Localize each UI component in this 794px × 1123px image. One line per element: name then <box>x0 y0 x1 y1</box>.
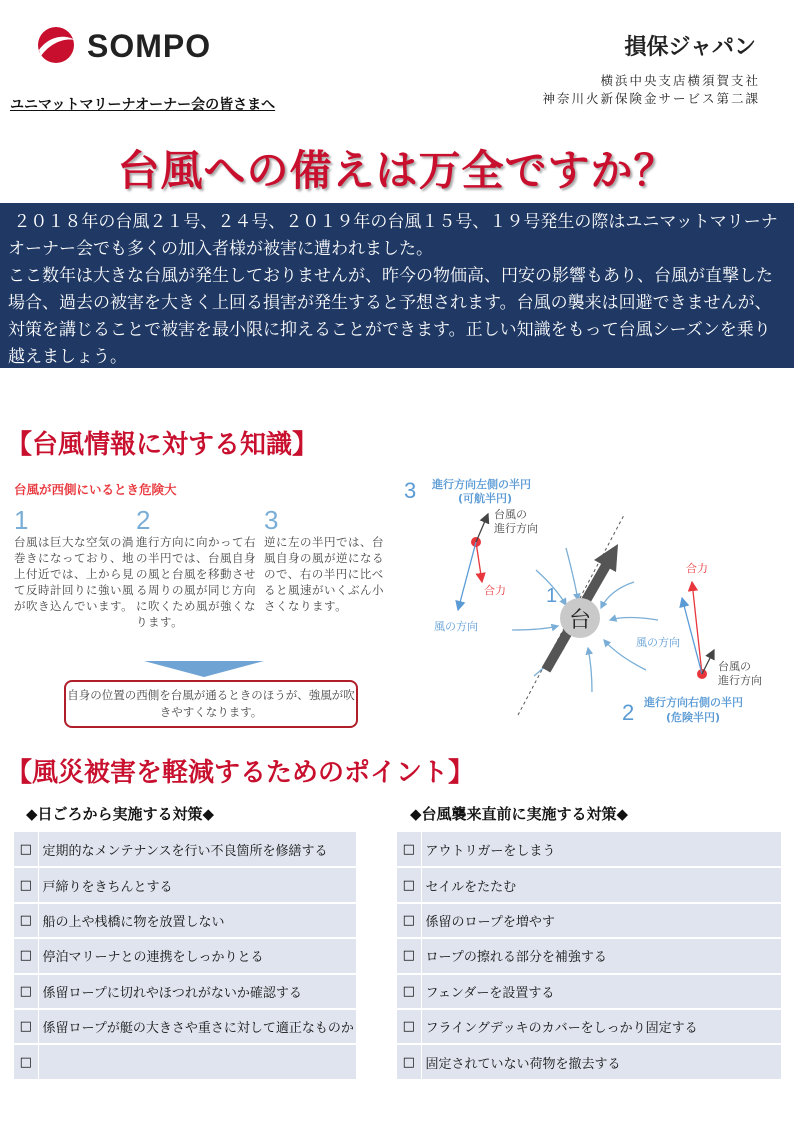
left-typhoon-dir-arrow <box>476 514 488 542</box>
list-item-text: 固定されていない荷物を撤去する <box>421 1044 781 1079</box>
list-item <box>397 938 781 973</box>
step-number: 2 <box>136 505 151 535</box>
step-number: 1 <box>14 505 29 535</box>
company-name: 損保ジャパン <box>624 35 756 60</box>
step-2 <box>136 506 256 630</box>
right-typhoon-dir-arrow <box>702 650 714 674</box>
left-force-arrow <box>476 542 482 582</box>
checkbox[interactable]: □ <box>14 938 38 973</box>
typhoon-eye-label: 台 <box>568 608 592 633</box>
branch-line-2: 神奈川火新保険金サービス第二課 <box>542 91 760 106</box>
list-item-text: 係留のロープを増やす <box>421 903 781 938</box>
right-wind-arrow <box>682 598 702 674</box>
intro-box <box>0 203 794 368</box>
callout-box: 自身の位置の西側を台風が通るときのほうが、強風が吹きやすくなります。 <box>64 680 358 728</box>
logo-text: SOMPO <box>87 28 212 64</box>
section-heading-points: 【風災被害を軽減するためのポイント】 <box>6 758 475 788</box>
intro-paragraph-2: ここ数年は大きな台風が発生しておりませんが、昨今の物価高、円安の影響もあり、台風が直撃した場合、過去の被害を大きく上回る損害が発生すると予想されます。台風の襲来は回避できませんが、対策を講じることで被害を最小限に抑えることができます。正しい知識をもって台風シーズンを乗り越えましょう。 <box>8 266 773 367</box>
right-typhoon-dir-label-2: 進行方向 <box>718 674 762 687</box>
list-item-text: 停泊マリーナとの連携をしっかりとる <box>38 938 356 973</box>
addressee: ユニマットマリーナオーナー会の皆さまへ <box>10 97 276 113</box>
branch-line-1: 横浜中央支店横須賀支社 <box>600 73 760 88</box>
section-heading-knowledge: 【台風情報に対する知識】 <box>6 430 319 460</box>
list-item <box>397 1009 781 1044</box>
page-title: 台風への備えは万全ですか？ <box>117 146 677 195</box>
list-item-text: ロープの擦れる部分を補強する <box>421 938 781 973</box>
right-wind-label: 風の方向 <box>636 636 680 649</box>
label-2-number: 2 <box>622 700 635 725</box>
left-typhoon-dir-label: 台風の <box>494 508 527 521</box>
daily-measures-title: ◆日ごろから実施する対策◆ <box>26 805 215 823</box>
list-item-text: セイルをたたむ <box>421 867 781 902</box>
list-item-text: 船の上や桟橋に物を放置しない <box>38 903 356 938</box>
step-3 <box>264 506 384 614</box>
sompo-logo <box>35 24 225 68</box>
step-number: 3 <box>264 505 279 535</box>
list-item <box>14 974 356 1009</box>
pre-typhoon-measures-title: ◆台風襲来直前に実施する対策◆ <box>410 805 629 823</box>
list-item <box>397 903 781 938</box>
step-1 <box>14 506 134 614</box>
sompo-logo-icon <box>35 26 77 64</box>
checkbox[interactable]: □ <box>397 974 421 1009</box>
label-3-line-1: 進行方向左側の半円 <box>432 478 531 491</box>
left-typhoon-dir-label-2: 進行方向 <box>494 522 538 535</box>
label-3-line-2: (可航半円) <box>458 492 513 505</box>
step-text: 逆に左の半円では、台風自身の風が逆になるので、右の半円に比べると風速がいくぶん小さくなります。 <box>264 535 384 613</box>
list-item <box>397 867 781 902</box>
list-item-text: 定期的なメンテナンスを行い不良箇所を修繕する <box>38 832 356 867</box>
list-item <box>397 974 781 1009</box>
checkbox[interactable]: □ <box>14 1009 38 1044</box>
step-text: 進行方向に向かって右の半円では、台風自身の風と台風を移動させる周りの風が同じ方向に吹くため風が強くなります。 <box>136 535 256 629</box>
pre-typhoon-measures-list <box>397 832 781 1081</box>
checkbox[interactable]: □ <box>397 938 421 973</box>
branch-info <box>542 72 760 108</box>
list-item <box>14 867 356 902</box>
list-item <box>14 1009 356 1044</box>
warning-title: 台風が西側にいるとき危険大 <box>14 482 177 497</box>
typhoon-diagram <box>396 470 792 740</box>
list-item <box>397 1044 781 1079</box>
down-arrow-icon <box>144 661 264 677</box>
list-item <box>14 938 356 973</box>
list-item-text: フェンダーを設置する <box>421 974 781 1009</box>
label-3-number: 3 <box>404 478 417 503</box>
checkbox[interactable]: □ <box>397 1044 421 1079</box>
checkbox[interactable]: □ <box>14 903 38 938</box>
list-item <box>14 832 356 867</box>
checkbox[interactable]: □ <box>14 1044 38 1079</box>
list-item-text: アウトリガーをしまう <box>421 832 781 867</box>
checkbox[interactable]: □ <box>14 867 38 902</box>
label-1-number: 1 <box>546 585 558 607</box>
left-wind-label: 風の方向 <box>434 620 478 633</box>
label-2-line-1: 進行方向右側の半円 <box>644 696 743 709</box>
step-text: 台風は巨大な空気の渦巻きになっており、地上付近では、上から見て反時計回りに強い風が吹き込んでいます。 <box>14 535 134 613</box>
list-item <box>14 903 356 938</box>
label-2-line-2: (危険半円) <box>666 711 721 724</box>
checkbox[interactable]: □ <box>14 832 38 867</box>
checkbox[interactable]: □ <box>397 903 421 938</box>
right-force-arrow <box>692 582 702 674</box>
left-wind-arrow <box>458 542 476 610</box>
right-force-label: 合力 <box>686 562 708 575</box>
checkbox[interactable]: □ <box>397 1009 421 1044</box>
left-force-label: 合力 <box>484 584 506 597</box>
daily-measures-list <box>14 832 356 1081</box>
checkbox[interactable]: □ <box>397 867 421 902</box>
list-item <box>14 1044 356 1079</box>
checkbox[interactable]: □ <box>14 974 38 1009</box>
list-item-text: 係留ロープが艇の大きさや重さに対して適正なものか <box>38 1009 356 1044</box>
right-typhoon-dir-label: 台風の <box>718 660 751 673</box>
list-item-text <box>38 1044 356 1079</box>
intro-paragraph-1: ２０１８年の台風２１号、２４号、２０１９年の台風１５号、１９号発生の際はユニマットマリーナオーナー会でも多くの加入者様が被害に遭われました。 <box>8 212 778 259</box>
checkbox[interactable]: □ <box>397 832 421 867</box>
list-item-text: 係留ロープに切れやほつれがないか確認する <box>38 974 356 1009</box>
list-item-text: フライングデッキのカバーをしっかり固定する <box>421 1009 781 1044</box>
list-item <box>397 832 781 867</box>
list-item-text: 戸締りをきちんとする <box>38 867 356 902</box>
